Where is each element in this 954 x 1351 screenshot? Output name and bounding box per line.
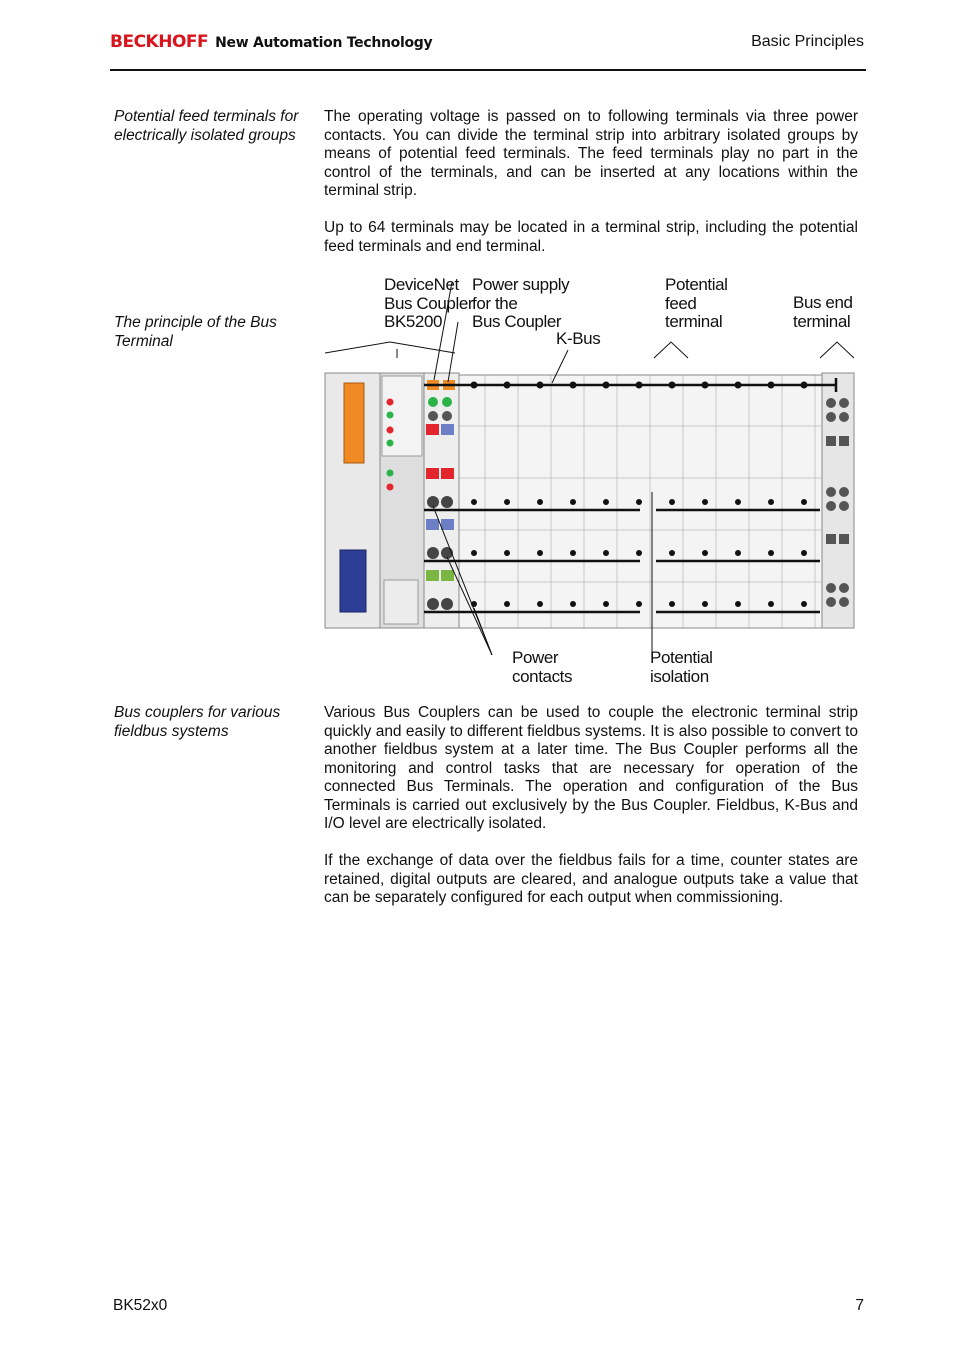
body-potential-feed	[324, 108, 858, 275]
label-power-contacts: Power contacts	[512, 648, 573, 686]
label-potential-feed-terminal: Potential feed terminal	[665, 275, 728, 331]
label-power-supply: Power supply for the Bus Coupler	[472, 275, 570, 331]
body-bus-couplers	[324, 704, 858, 926]
side-heading-potential-feed: Potential feed terminals for electrically isolated groups	[114, 108, 299, 144]
footer-doc-id: BK52x0	[113, 1297, 168, 1314]
section-title: Basic Principles	[751, 33, 864, 50]
side-heading-bus-terminal-principle: The principle of the Bus Terminal	[114, 314, 277, 350]
label-bus-end-terminal: Bus end terminal	[793, 293, 853, 331]
bus-terminal-diagram	[320, 270, 860, 690]
label-kbus: K-Bus	[556, 329, 601, 348]
paragraph: Various Bus Couplers can be used to couple the electronic terminal strip quickly and easily to different fieldbus systems. It is also possible to convert to another fieldbus system at a later time. The Bus Coupler performs all the monitoring and control tasks that are necessary for operation of the connected Bus Terminals. The operation and configuration of the Bus Terminals is carried out exclusively by the Bus Coupler. Fieldbus, K-Bus and I/O level are electrically isolated.	[324, 704, 858, 832]
header-brand	[110, 32, 432, 52]
paragraph: If the exchange of data over the fieldbus fails for a time, counter states are retained, digital outputs are cleared, and analogue outputs take a value that can be separately configured for each output when commissioning.	[324, 852, 858, 906]
brand-tagline: New Automation Technology	[215, 35, 433, 51]
beckhoff-logo: BECKHOFF	[110, 32, 209, 52]
paragraph: Up to 64 terminals may be located in a terminal strip, including the potential feed terminals and end terminal.	[324, 219, 858, 255]
header-divider	[110, 69, 866, 71]
footer-page-number: 7	[855, 1297, 864, 1314]
label-devicenet-coupler: DeviceNet Bus Coupler BK5200	[384, 275, 474, 331]
dip-switch	[340, 550, 366, 612]
paragraph: The operating voltage is passed on to following terminals via three power contacts. You can divide the terminal strip into arbitrary isolated groups by means of potential feed terminals. The feed terminals play no part in the control of the terminals, and can be inserted at any locations within the terminal strip.	[324, 108, 858, 199]
side-heading-bus-couplers: Bus couplers for various fieldbus systems	[114, 704, 281, 740]
fieldbus-connector	[344, 383, 364, 463]
label-potential-isolation: Potential isolation	[650, 648, 713, 686]
